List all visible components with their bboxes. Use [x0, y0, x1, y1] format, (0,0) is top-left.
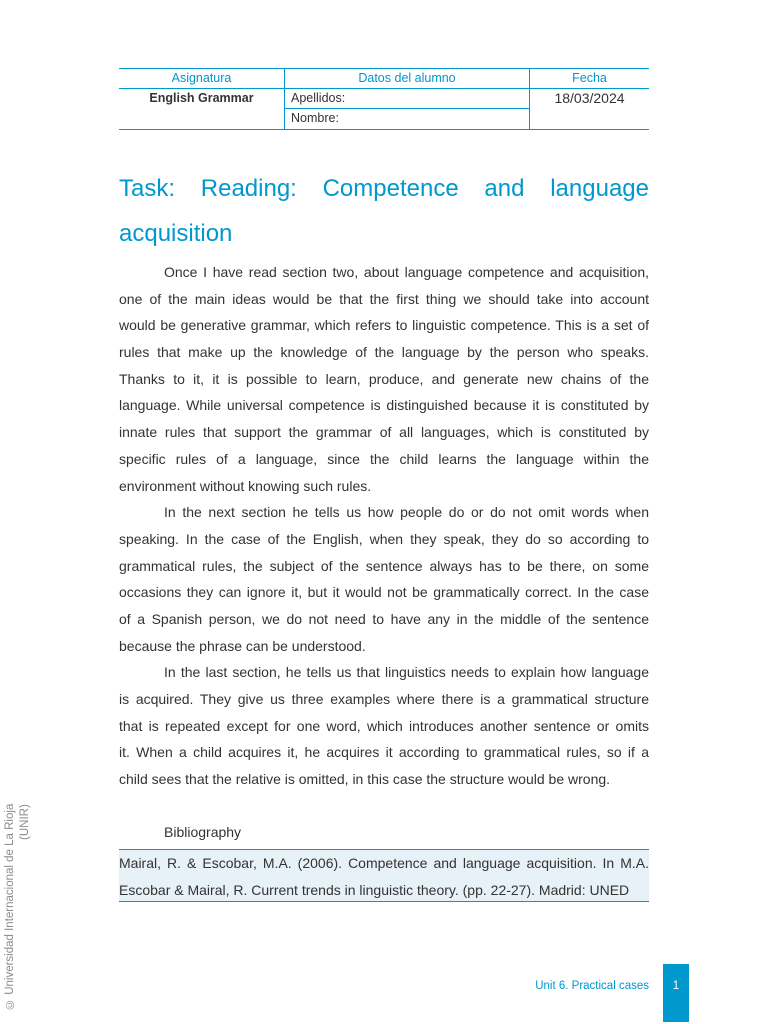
paragraph-line: it. When a child acquires it, he acquires it according to grammatical rules, so if a — [119, 744, 649, 761]
paragraph-line: Once I have read section two, about language competence and acquisition, — [164, 264, 649, 280]
copyright-notice: © Universidad Internacional de La Rioja (UNIR) — [4, 804, 31, 1011]
paragraph-1 — [119, 259, 649, 499]
paragraph-line: one of the main ideas would be that the first thing we should take into account — [119, 290, 649, 307]
paragraph-line: that is repeated except for one word, which introduces another sentence or omits — [119, 717, 649, 734]
paragraph-line: rules that make up the knowledge of the language by the person who speaks. — [119, 344, 649, 361]
paragraph-line: innate rules that support the grammar of all languages, which is constituted by — [119, 424, 649, 441]
paragraph-line: Thanks to it, it is possible to learn, produce, and generate new chains of the — [119, 370, 649, 387]
body-text — [119, 259, 649, 793]
surname-field-label: Apellidos: — [284, 89, 530, 109]
paragraph-line: specific rules of a language, since the child learns the language within the — [119, 450, 649, 467]
paragraph-line: child sees that the relative is omitted, in this case the structure would be wrong. — [119, 771, 611, 788]
paragraph-line: occasions they can ignore it, but it would not be grammatically correct. In the case — [119, 584, 649, 601]
subject-column-header: Asignatura — [119, 69, 284, 89]
date-column-header: Fecha — [530, 69, 649, 89]
page-number-badge — [663, 964, 689, 1022]
paragraph-line: speaking. In the case of the English, when they speak, they do so according to — [119, 530, 649, 547]
header-info-table — [119, 68, 649, 130]
paragraph-line: environment without knowing such rules. — [119, 477, 372, 494]
paragraph-line: In the next section he tells us how people do or do not omit words when — [164, 504, 649, 521]
paragraph-line: because the phrase can be understood. — [119, 637, 366, 654]
student-data-column-header: Datos del alumno — [284, 69, 530, 89]
paragraph-line: grammatical rules, the subject of the sentence always has to be there, on some — [119, 557, 649, 574]
paragraph-line: of a Spanish person, we do not need to have any in the middle of the sentence — [119, 610, 649, 627]
footer-unit-label: Unit 6. Practical cases — [535, 980, 649, 992]
name-field-label: Nombre: — [284, 109, 530, 129]
paragraph-2 — [119, 499, 649, 659]
paragraph-line: language. While universal competence is distinguished because it is constituted by — [119, 397, 649, 414]
subject-value: English Grammar — [149, 91, 254, 105]
bibliography-entry: Mairal, R. & Escobar, M.A. (2006). Competence and language acquisition. In M.A. Escobar & Mairal, R. Current trends in linguistic theory. (pp. 22-27). Madrid: UNED — [119, 849, 649, 902]
paragraph-line: In the last section, he tells us that linguistics needs to explain how language — [164, 664, 649, 681]
bibliography-heading: Bibliography — [164, 824, 242, 840]
page-title: Task: Reading: Competence and language acquisition — [119, 175, 649, 247]
paragraph-line: would be generative grammar, which refers to linguistic competence. This is a set of — [119, 317, 649, 334]
paragraph-3 — [119, 659, 649, 792]
paragraph-line: is acquired. They give us three examples where there is a grammatical structure — [119, 691, 649, 707]
date-value: 18/03/2024 — [554, 90, 625, 106]
page-number: 1 — [672, 980, 680, 992]
